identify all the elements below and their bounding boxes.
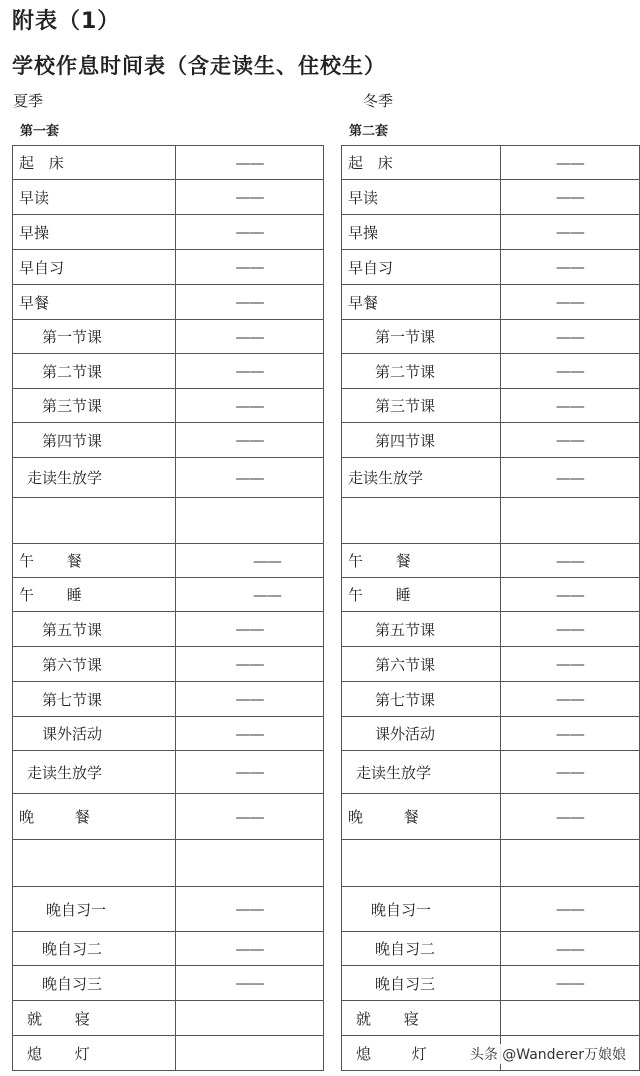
activity-name: 课外活动 [13,717,176,751]
table-row [342,647,640,682]
activity-time: —— [176,423,324,458]
activity-name: 第一节课 [342,320,501,354]
activity-name: 午 睡 [342,578,501,612]
table-row [342,423,640,458]
activity-name [13,498,176,544]
activity-name: 第四节课 [342,423,501,458]
activity-time: —— [500,320,639,354]
activity-time: —— [176,887,324,932]
appendix-label: 附表（1） [12,9,121,34]
activity-name: 第五节课 [13,612,176,647]
table-row [13,320,324,354]
set-one-label: 第一套 [20,124,60,139]
activity-time: —— [500,389,639,423]
activity-name: 走读生放学 [342,751,501,794]
activity-time: —— [176,458,324,498]
table-row [342,682,640,717]
activity-time: —— [176,285,324,320]
activity-time: —— [500,458,639,498]
activity-name: 第二节课 [13,354,176,389]
activity-time: —— [176,578,324,612]
table-row [342,578,640,612]
activity-time: —— [500,215,639,250]
activity-time: —— [176,250,324,285]
activity-time [176,498,324,544]
table-row [342,751,640,794]
activity-time [500,840,639,887]
activity-name: 早读 [342,180,501,215]
activity-name: 晚 餐 [342,794,501,840]
activity-name: 早读 [13,180,176,215]
activity-name: 课外活动 [342,717,501,751]
activity-name: 午 餐 [342,544,501,578]
table-row [342,932,640,966]
activity-name [342,840,501,887]
activity-name: 就 寝 [13,1001,176,1036]
activity-time [176,1001,324,1036]
activity-time: —— [500,751,639,794]
activity-time: —— [500,146,639,180]
activity-time: —— [500,354,639,389]
activity-name: 早操 [13,215,176,250]
activity-time: —— [500,717,639,751]
table-row [13,751,324,794]
activity-name: 晚自习三 [342,966,501,1001]
table-row [13,578,324,612]
table-row [13,647,324,682]
activity-time: —— [500,180,639,215]
activity-time: —— [500,612,639,647]
table-row [13,180,324,215]
activity-name: 第三节课 [342,389,501,423]
activity-time: —— [176,180,324,215]
activity-name: 晚 餐 [13,794,176,840]
activity-name: 晚自习二 [342,932,501,966]
activity-name: 早自习 [342,250,501,285]
table-row [13,423,324,458]
activity-name: 第一节课 [13,320,176,354]
activity-name [13,840,176,887]
table-row [13,146,324,180]
table-row [342,887,640,932]
table-row [342,1001,640,1036]
season-winter-label: 冬季 [363,92,394,110]
activity-name: 起 床 [13,146,176,180]
table-row [13,794,324,840]
table-row [13,215,324,250]
activity-time: —— [176,682,324,717]
table-row [342,717,640,751]
activity-name: 第二节课 [342,354,501,389]
table-row [13,1036,324,1071]
activity-time: —— [500,544,639,578]
activity-name: 早餐 [342,285,501,320]
table-row [342,354,640,389]
activity-time: —— [176,932,324,966]
activity-time: —— [176,751,324,794]
activity-time: —— [500,966,639,1001]
activity-name: 就 寝 [342,1001,501,1036]
activity-time: —— [500,887,639,932]
activity-name: 走读生放学 [13,751,176,794]
table-row [13,966,324,1001]
activity-time: —— [176,966,324,1001]
table-row [342,458,640,498]
table-row [342,320,640,354]
activity-time [176,1036,324,1071]
activity-name: 熄 灯 [342,1036,501,1071]
activity-time: —— [176,647,324,682]
table-row-empty [13,498,324,544]
table-row [342,966,640,1001]
table-row [13,544,324,578]
activity-name: 熄 灯 [13,1036,176,1071]
activity-time [176,840,324,887]
table-row [342,794,640,840]
activity-time: —— [500,250,639,285]
table-row [13,682,324,717]
activity-time: —— [176,146,324,180]
activity-time: —— [176,215,324,250]
table-row-empty [342,840,640,887]
activity-time: —— [176,612,324,647]
table-row [13,932,324,966]
set-two-label: 第二套 [349,124,389,139]
activity-time: —— [500,794,639,840]
activity-name: 早餐 [13,285,176,320]
activity-name [342,498,501,544]
table-row [13,250,324,285]
activity-name: 第三节课 [13,389,176,423]
activity-time: —— [500,647,639,682]
activity-name: 走读生放学 [342,458,501,498]
activity-name: 第四节课 [13,423,176,458]
watermark-text: 头条 @Wanderer万娘娘 [468,1044,628,1064]
table-row [13,458,324,498]
activity-time: —— [176,354,324,389]
table-row [13,887,324,932]
table-row [13,1001,324,1036]
activity-name: 晚自习二 [13,932,176,966]
season-summer-label: 夏季 [13,92,44,110]
table-row [342,146,640,180]
activity-time: —— [500,578,639,612]
winter-schedule-table [341,145,640,1071]
table-row [342,285,640,320]
activity-time: —— [500,423,639,458]
activity-time: —— [176,717,324,751]
activity-time: —— [176,320,324,354]
table-row [342,215,640,250]
activity-name: 第六节课 [13,647,176,682]
table-row [342,544,640,578]
activity-name: 晚自习三 [13,966,176,1001]
activity-name: 早操 [342,215,501,250]
activity-name: 晚自习一 [13,887,176,932]
activity-name: 第六节课 [342,647,501,682]
table-row [342,612,640,647]
table-row-empty [13,840,324,887]
table-row [13,389,324,423]
table-row [342,389,640,423]
table-row [13,285,324,320]
activity-name: 走读生放学 [13,458,176,498]
activity-time [500,1001,639,1036]
table-row-empty [342,498,640,544]
activity-time: —— [176,544,324,578]
activity-time: —— [176,794,324,840]
activity-time [500,498,639,544]
activity-time: —— [176,389,324,423]
activity-name: 午 睡 [13,578,176,612]
page-title: 学校作息时间表（含走读生、住校生） [12,54,386,78]
activity-name: 第七节课 [13,682,176,717]
table-row [13,612,324,647]
activity-time: —— [500,682,639,717]
activity-time: —— [500,285,639,320]
table-row [13,354,324,389]
table-row [342,180,640,215]
activity-time: —— [500,932,639,966]
summer-schedule-table [12,145,324,1071]
activity-name: 起 床 [342,146,501,180]
activity-name: 第五节课 [342,612,501,647]
activity-name: 第七节课 [342,682,501,717]
activity-name: 早自习 [13,250,176,285]
activity-name: 晚自习一 [342,887,501,932]
table-row [13,717,324,751]
table-row [342,250,640,285]
activity-name: 午 餐 [13,544,176,578]
